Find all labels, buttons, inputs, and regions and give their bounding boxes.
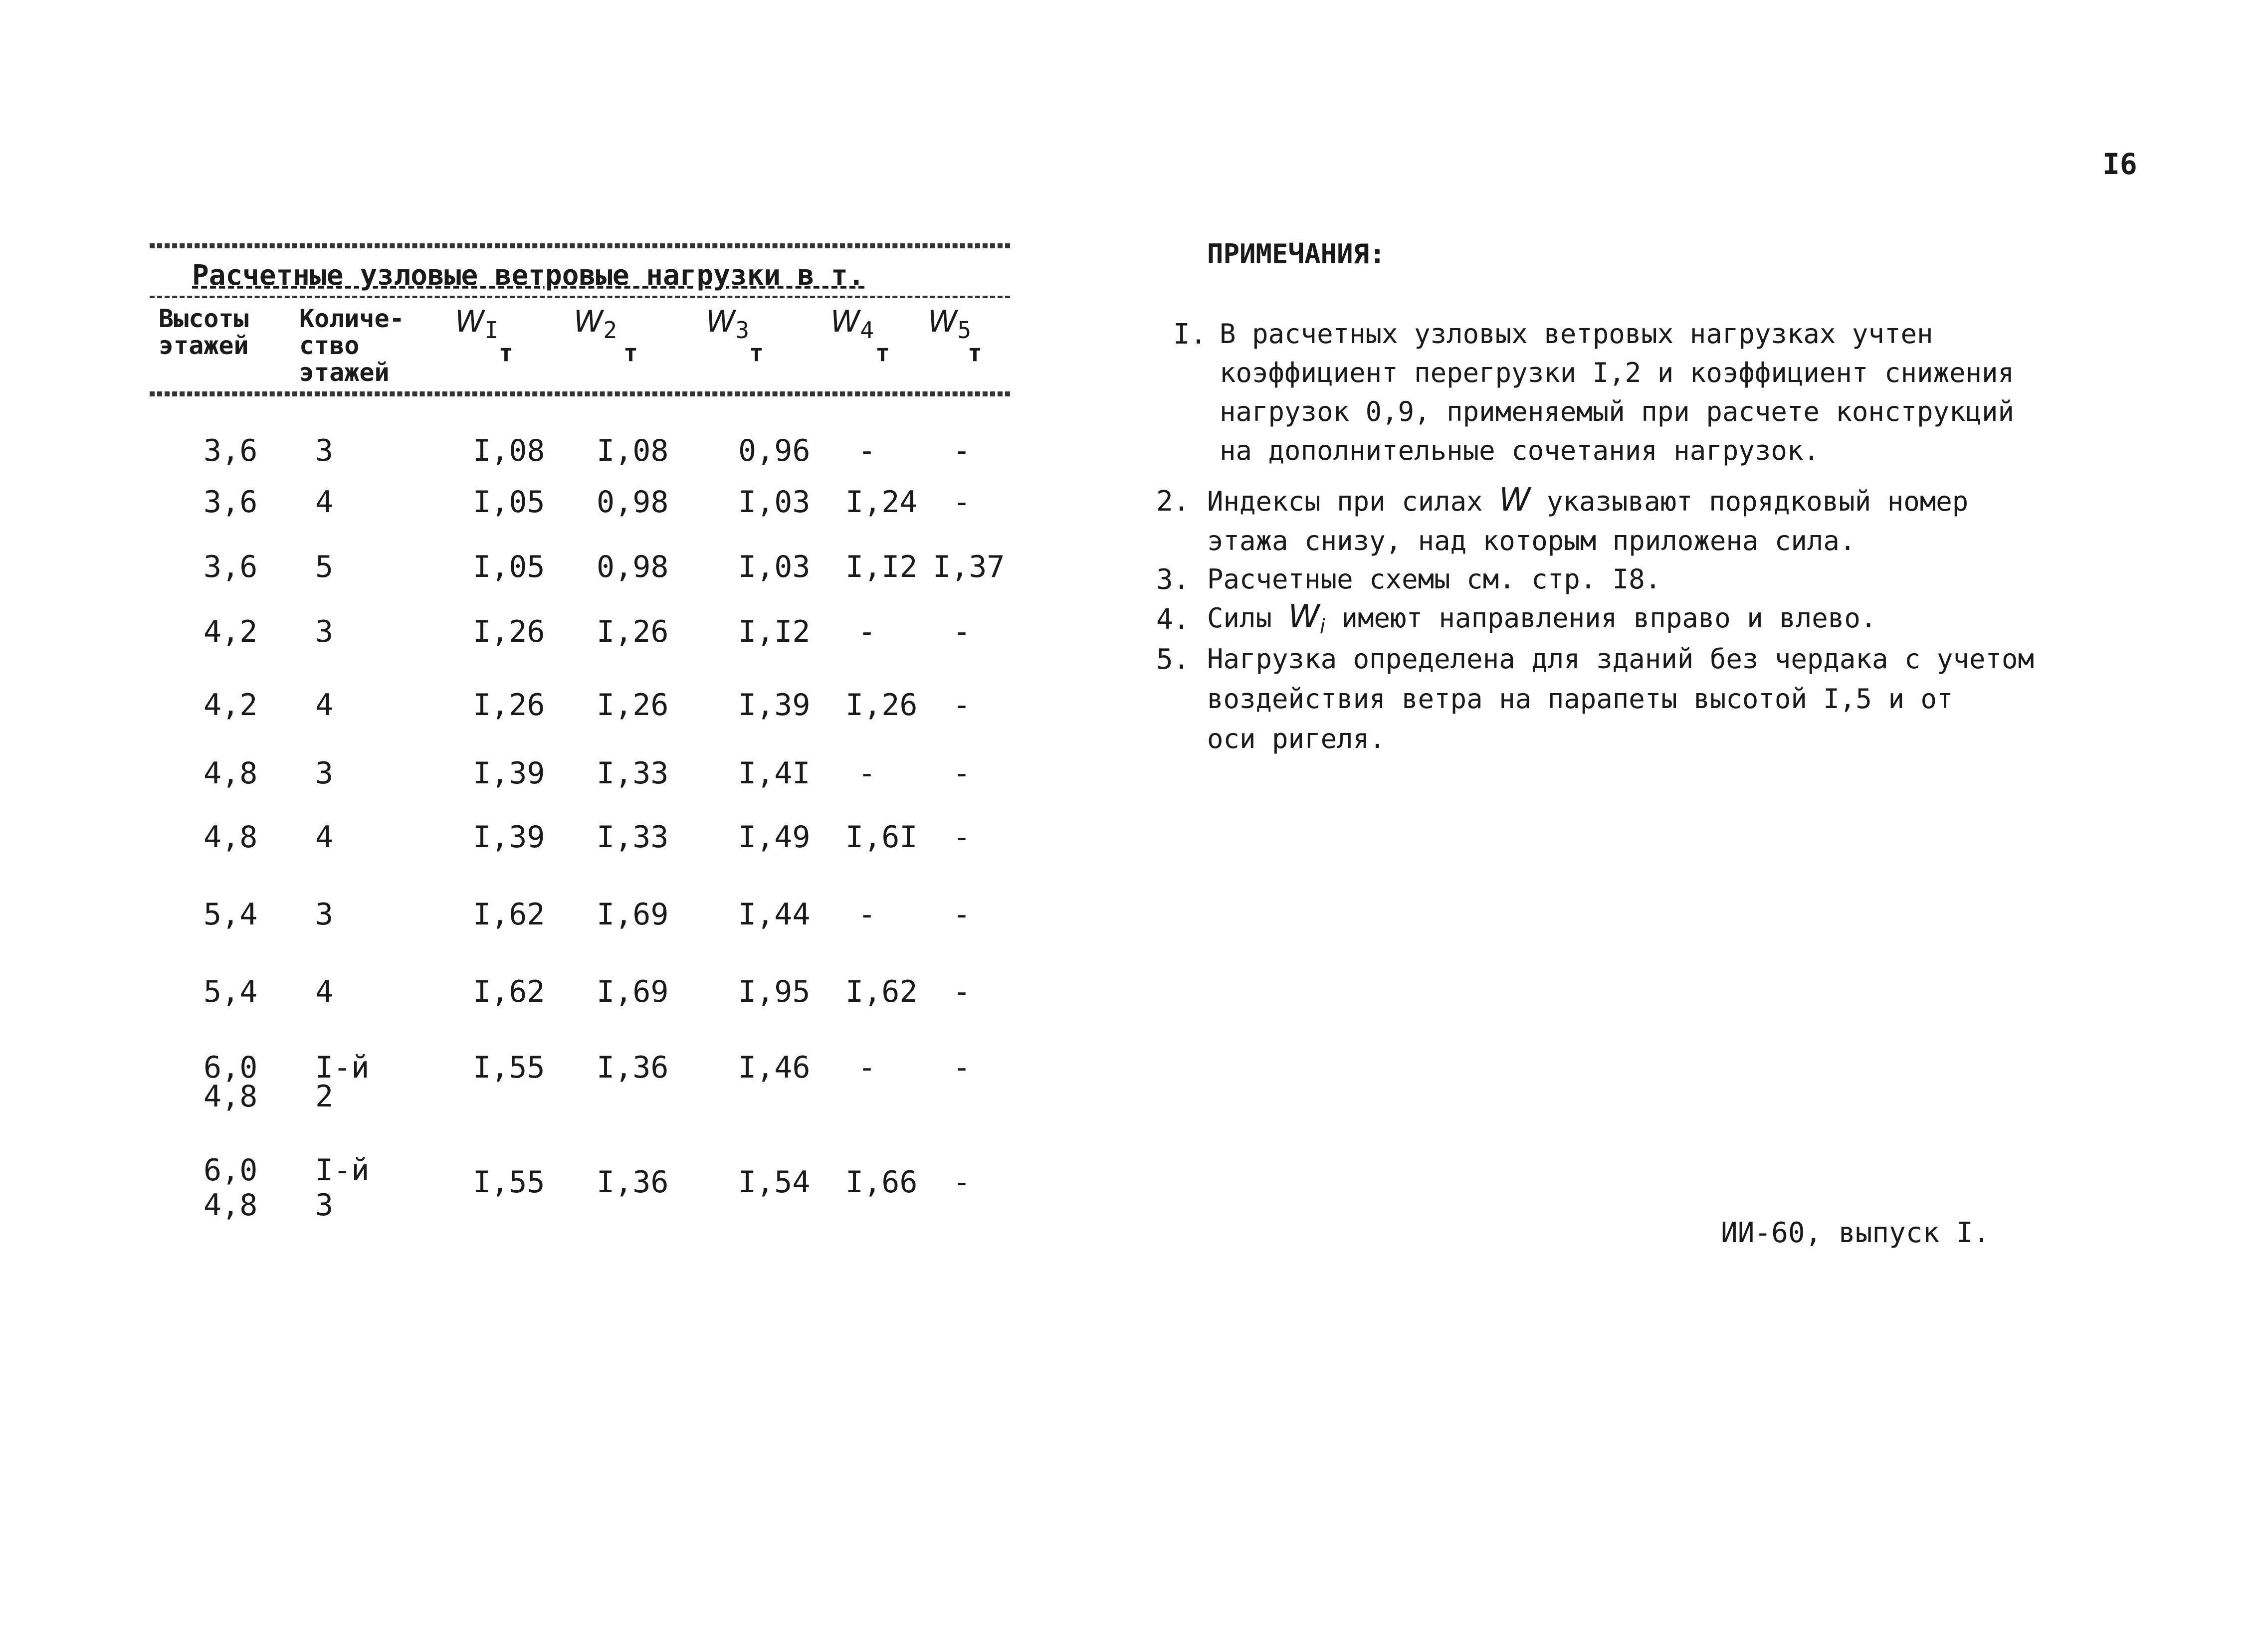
cell-w3: I,I2 bbox=[738, 614, 811, 649]
cell-w1: I,05 bbox=[473, 550, 545, 584]
cell-w5: - bbox=[953, 485, 971, 520]
note-line bbox=[1207, 598, 1876, 638]
header-w1-unit: т bbox=[499, 339, 513, 367]
note-line bbox=[1207, 482, 1968, 519]
header-w3 bbox=[706, 304, 750, 345]
w-subscript: I bbox=[484, 317, 499, 344]
cell-height-line2: 4,8 bbox=[204, 1079, 258, 1114]
cell-w4: I,6I bbox=[845, 820, 918, 855]
note-line: В расчетных узловых ветровых нагрузках учтен bbox=[1220, 318, 1933, 350]
cell-floors bbox=[315, 1050, 370, 1114]
cell-w4: I,24 bbox=[845, 485, 918, 520]
header-heights-line1: Высоты bbox=[159, 304, 249, 333]
header-w3-unit: т bbox=[749, 339, 764, 367]
cell-w4: - bbox=[858, 897, 876, 932]
cell-w3: I,44 bbox=[738, 897, 811, 932]
cell-height: 4,2 bbox=[204, 614, 258, 649]
w-subscript: i bbox=[1319, 615, 1325, 638]
note-line: воздействия ветра на парапеты высотой I,5 и от bbox=[1207, 683, 1953, 715]
cell-w1: I,08 bbox=[473, 433, 545, 468]
cell-floors: 4 bbox=[315, 974, 334, 1009]
header-w2-unit: т bbox=[623, 339, 638, 367]
cell-height-line1: 6,0 bbox=[204, 1153, 258, 1188]
cell-w3: 0,96 bbox=[738, 433, 811, 468]
cell-w3: I,4I bbox=[738, 756, 811, 791]
cell-w1: I,26 bbox=[473, 614, 545, 649]
cell-floors-line2: 3 bbox=[315, 1188, 334, 1223]
note-line: на дополнительные сочетания нагрузок. bbox=[1220, 435, 1820, 466]
cell-height-line1: 6,0 bbox=[204, 1050, 258, 1085]
note-line: этажа снизу, над которым приложена сила. bbox=[1207, 525, 1856, 556]
cell-height: 3,6 bbox=[204, 550, 258, 584]
cell-floors: 4 bbox=[315, 820, 334, 855]
note-line: Расчетные схемы см. стр. I8. bbox=[1207, 563, 1661, 595]
cell-w2: I,08 bbox=[597, 433, 669, 468]
note-number: 2. bbox=[1156, 485, 1190, 518]
note-text: Силы bbox=[1207, 602, 1272, 634]
cell-w4: I,66 bbox=[845, 1165, 918, 1200]
cell-w1: I,62 bbox=[473, 897, 545, 932]
header-w1 bbox=[455, 304, 499, 345]
w-symbol: W bbox=[706, 304, 736, 339]
cell-w5: - bbox=[953, 1050, 971, 1085]
header-w4 bbox=[830, 304, 874, 345]
note-text: Индексы при силах bbox=[1207, 486, 1483, 517]
header-floor-count-line1: Количе- bbox=[299, 304, 405, 333]
cell-floors: 3 bbox=[315, 433, 334, 468]
cell-floors bbox=[315, 1153, 370, 1223]
cell-w3: I,39 bbox=[738, 688, 811, 723]
cell-w4: I,I2 bbox=[845, 550, 918, 584]
cell-w4: I,62 bbox=[845, 974, 918, 1009]
cell-w2: I,33 bbox=[597, 756, 669, 791]
cell-w5: - bbox=[953, 614, 971, 649]
cell-w2: I,36 bbox=[597, 1050, 669, 1085]
cell-floors: 3 bbox=[315, 756, 334, 791]
w-symbol: W bbox=[928, 304, 958, 339]
cell-w5: - bbox=[953, 820, 971, 855]
note-line: нагрузок 0,9, применяемый при расчете конструкций bbox=[1220, 396, 2015, 427]
cell-w4: - bbox=[858, 614, 876, 649]
cell-w5: - bbox=[953, 756, 971, 791]
cell-w1: I,55 bbox=[473, 1165, 545, 1200]
cell-w3: I,03 bbox=[738, 550, 811, 584]
note-number: 3. bbox=[1156, 563, 1190, 596]
header-w4-unit: т bbox=[875, 339, 890, 367]
w-symbol: W bbox=[830, 304, 860, 339]
cell-w4: - bbox=[858, 756, 876, 791]
cell-w3: I,03 bbox=[738, 485, 811, 520]
cell-w5: - bbox=[953, 688, 971, 723]
cell-height bbox=[204, 1153, 258, 1223]
cell-w3: I,95 bbox=[738, 974, 811, 1009]
cell-w5: I,37 bbox=[933, 550, 1005, 584]
w-symbol: W bbox=[455, 304, 485, 339]
note-number: 4. bbox=[1156, 603, 1190, 636]
cell-w2: I,26 bbox=[597, 688, 669, 723]
note-text: указывают порядковый номер bbox=[1547, 486, 1969, 517]
w-symbol: W bbox=[574, 304, 604, 339]
table-title-rule bbox=[150, 296, 1010, 298]
header-w2 bbox=[574, 304, 618, 345]
cell-w3: I,54 bbox=[738, 1165, 811, 1200]
cell-w2: I,36 bbox=[597, 1165, 669, 1200]
cell-w2: I,69 bbox=[597, 974, 669, 1009]
table-title: Расчетные узловые ветровые нагрузки в т. bbox=[192, 259, 865, 292]
cell-floors-line2: 2 bbox=[315, 1079, 334, 1114]
header-heights bbox=[159, 305, 249, 359]
w-force-symbol: W bbox=[1288, 598, 1320, 635]
cell-height: 3,6 bbox=[204, 485, 258, 520]
cell-w4: - bbox=[858, 1050, 876, 1085]
cell-w1: I,39 bbox=[473, 820, 545, 855]
table-header-rule bbox=[150, 391, 1010, 396]
cell-w4: - bbox=[858, 433, 876, 468]
cell-w2: I,33 bbox=[597, 820, 669, 855]
header-floor-count bbox=[299, 305, 405, 386]
cell-floors: 5 bbox=[315, 550, 334, 584]
cell-height: 3,6 bbox=[204, 433, 258, 468]
cell-height: 4,2 bbox=[204, 688, 258, 723]
header-w5 bbox=[928, 304, 972, 345]
cell-w5: - bbox=[953, 1165, 971, 1200]
cell-w3: I,49 bbox=[738, 820, 811, 855]
notes-heading: ПРИМЕЧАНИЯ: bbox=[1207, 238, 1386, 270]
w-subscript: 2 bbox=[603, 317, 618, 344]
cell-height-line2: 4,8 bbox=[204, 1188, 258, 1223]
table-top-rule bbox=[150, 243, 1010, 248]
note-number: I. bbox=[1173, 318, 1207, 351]
cell-w1: I,05 bbox=[473, 485, 545, 520]
cell-floors-line1: I-й bbox=[315, 1153, 370, 1188]
w-subscript: 4 bbox=[860, 317, 874, 344]
cell-w1: I,62 bbox=[473, 974, 545, 1009]
header-heights-line2: этажей bbox=[159, 331, 249, 360]
cell-height: 4,8 bbox=[204, 756, 258, 791]
cell-w2: I,26 bbox=[597, 614, 669, 649]
cell-w2: I,69 bbox=[597, 897, 669, 932]
cell-w3: I,46 bbox=[738, 1050, 811, 1085]
cell-w5: - bbox=[953, 897, 971, 932]
cell-w2: 0,98 bbox=[597, 485, 669, 520]
cell-floors: 3 bbox=[315, 897, 334, 932]
cell-w1: I,55 bbox=[473, 1050, 545, 1085]
cell-floors: 4 bbox=[315, 485, 334, 520]
document-reference: ИИ-60, выпуск I. bbox=[1721, 1217, 1990, 1249]
note-line: Нагрузка определена для зданий без чердака с учетом bbox=[1207, 643, 2035, 675]
cell-height: 4,8 bbox=[204, 820, 258, 855]
cell-w4: I,26 bbox=[845, 688, 918, 723]
w-force-symbol: W bbox=[1499, 482, 1531, 519]
page-number: I6 bbox=[2102, 147, 2137, 181]
cell-height bbox=[204, 1050, 258, 1114]
cell-floors: 3 bbox=[315, 614, 334, 649]
w-subscript: 3 bbox=[735, 317, 750, 344]
cell-w1: I,26 bbox=[473, 688, 545, 723]
cell-w5: - bbox=[953, 974, 971, 1009]
note-number: 5. bbox=[1156, 643, 1190, 676]
cell-height: 5,4 bbox=[204, 974, 258, 1009]
cell-height: 5,4 bbox=[204, 897, 258, 932]
cell-floors: 4 bbox=[315, 688, 334, 723]
note-line: коэффициент перегрузки I,2 и коэффициент снижения bbox=[1220, 357, 2015, 388]
header-w5-unit: т bbox=[968, 339, 982, 367]
header-floor-count-line3: этажей bbox=[299, 358, 390, 387]
cell-w2: 0,98 bbox=[597, 550, 669, 584]
header-floor-count-line2: ство bbox=[299, 331, 360, 360]
cell-w1: I,39 bbox=[473, 756, 545, 791]
w-subscript: 5 bbox=[957, 317, 972, 344]
note-line: оси ригеля. bbox=[1207, 723, 1386, 754]
cell-floors-line1: I-й bbox=[315, 1050, 370, 1085]
note-text: имеют направления вправо и влево. bbox=[1341, 602, 1877, 634]
cell-w5: - bbox=[953, 433, 971, 468]
